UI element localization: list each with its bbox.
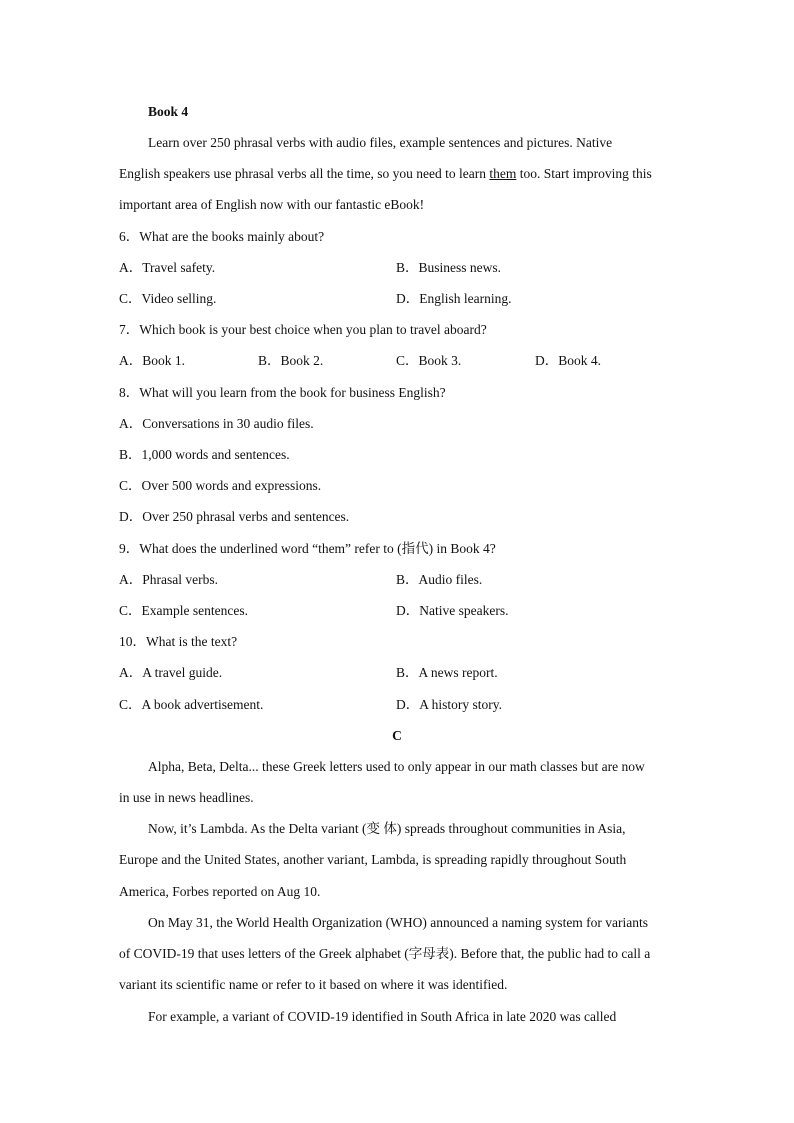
question-10-option-d: D．A history story. <box>396 697 503 712</box>
question-7-option-b: B．Book 2. <box>258 353 324 368</box>
section-c-line-3: Now, it’s Lambda. As the Delta variant (变 体) spreads throughout communities in Asia, <box>148 821 626 836</box>
question-9-option-c: C．Example sentences. <box>119 603 248 618</box>
question-8-option-b: B．1,000 words and sentences. <box>119 447 290 462</box>
question-9-option-b: B．Audio files. <box>396 572 483 587</box>
book4-paragraph-line-3: important area of English now with our fantastic eBook! <box>119 197 425 212</box>
question-10-option-c: C．A book advertisement. <box>119 697 264 712</box>
section-c-line-5: America, Forbes reported on Aug 10. <box>119 884 321 899</box>
question-7-stem: 7．Which book is your best choice when you plan to travel aboard? <box>119 322 487 337</box>
section-c-line-2: in use in news headlines. <box>119 790 254 805</box>
book4-heading: Book 4 <box>148 104 189 119</box>
section-c-line-9: For example, a variant of COVID-19 identified in South Africa in late 2020 was called <box>148 1009 617 1024</box>
question-7-option-c: C．Book 3. <box>396 353 462 368</box>
question-8-option-a: A．Conversations in 30 audio files. <box>119 416 314 431</box>
question-10-option-a: A．A travel guide. <box>119 665 223 680</box>
section-c-line-7: of COVID-19 that uses letters of the Greek alphabet (字母表). Before that, the public had to call a <box>119 946 651 961</box>
underlined-word-them: them <box>489 166 517 181</box>
question-6-option-a: A．Travel safety. <box>119 260 216 275</box>
section-c-line-1: Alpha, Beta, Delta... these Greek letters used to only appear in our math classes but are now <box>148 759 645 774</box>
question-6-stem: 6．What are the books mainly about? <box>119 229 325 244</box>
question-10-stem: 10．What is the text? <box>119 634 238 649</box>
question-9-option-d: D．Native speakers. <box>396 603 509 618</box>
book4-text-segment: English speakers use phrasal verbs all the time, so you need to learn <box>119 166 490 181</box>
section-c-heading: C <box>392 728 402 743</box>
question-10-option-b: B．A news report. <box>396 665 498 680</box>
question-6-option-d: D．English learning. <box>396 291 512 306</box>
section-c-line-6: On May 31, the World Health Organization (WHO) announced a naming system for variants <box>148 915 649 930</box>
question-6-option-b: B．Business news. <box>396 260 502 275</box>
question-6-option-c: C．Video selling. <box>119 291 217 306</box>
question-7-option-d: D．Book 4. <box>535 353 602 368</box>
section-c-line-8: variant its scientific name or refer to it based on where it was identified. <box>119 977 508 992</box>
book4-paragraph-line-2 <box>119 165 652 183</box>
question-9-stem: 9．What does the underlined word “them” refer to (指代) in Book 4? <box>119 541 496 556</box>
question-7-option-a: A．Book 1. <box>119 353 186 368</box>
section-c-line-4: Europe and the United States, another variant, Lambda, is spreading rapidly throughout South <box>119 852 627 867</box>
book4-paragraph-line-1: Learn over 250 phrasal verbs with audio files, example sentences and pictures. Native <box>148 135 613 150</box>
question-8-stem: 8．What will you learn from the book for business English? <box>119 385 446 400</box>
book4-text-segment: too. Start improving this <box>516 166 652 181</box>
question-8-option-c: C．Over 500 words and expressions. <box>119 478 322 493</box>
question-9-option-a: A．Phrasal verbs. <box>119 572 218 587</box>
question-8-option-d: D．Over 250 phrasal verbs and sentences. <box>119 509 350 524</box>
